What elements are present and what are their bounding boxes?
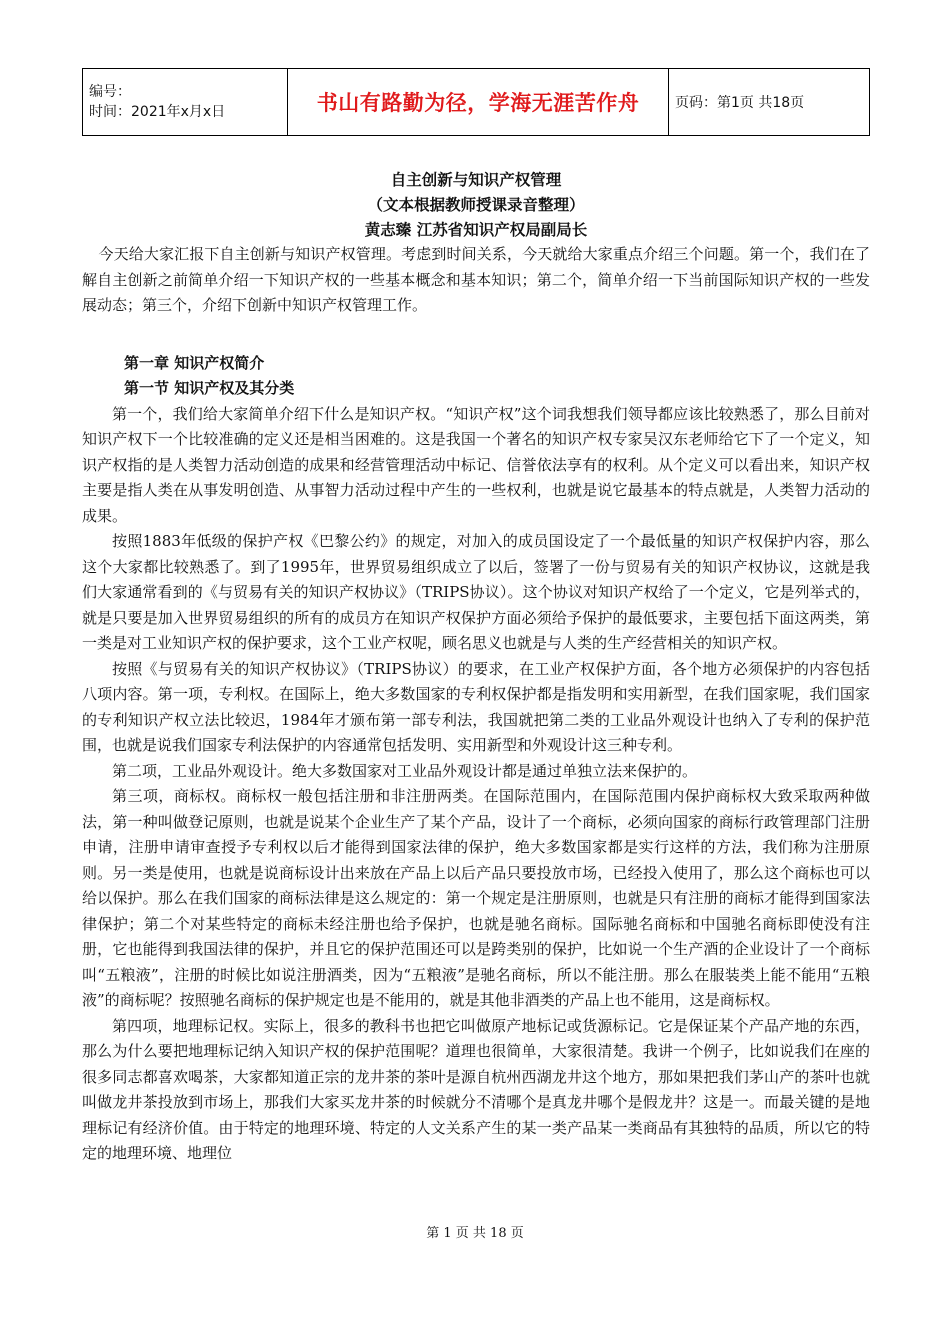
document-title-block: [82, 168, 870, 243]
header-meta-cell: [83, 69, 288, 136]
header-table: [82, 68, 870, 136]
body-paragraph: 第一个，我们给大家简单介绍下什么是知识产权。“知识产权”这个词我想我们领导都应该比较熟悉了，那么目前对知识产权下一个比较准确的定义还是相当困难的。这是我国一个著名的知识产权专家吴汉东老师给它下了一个定义，知识产权指的是人类智力活动创造的成果和经营管理活动中标记、信誉依法享有的权利。从个定义可以看出来，知识产权主要是指人类在从事发明创造、从事智力活动过程中产生的一些权利，也就是说它最基本的特点就是，人类智力活动的成果。: [82, 404, 870, 525]
page-footer: 第 1 页 共 18 页: [426, 1226, 524, 1241]
document-subtitle: （文本根据教师授课录音整理）: [367, 196, 585, 214]
chapter-heading: 第一章 知识产权简介: [124, 353, 265, 372]
header-page-info: 页码：第1页 共18页: [669, 69, 870, 136]
body-paragraph: 第三项，商标权。商标权一般包括注册和非注册两类。在国际范围内，在国际范围内保护商标权大致采取两种做法，第一种叫做登记原则，也就是说某个企业生产了某个产品，设计了一个商标，必须向国家的商标行政管理部门注册申请，注册申请审查授予专利权以后才能得到国家法律的保护，绝大多数国家都是实行这样的方法，我们称为注册原则。另一类是使用，也就是说商标设计出来放在产品上以后产品只要投放市场，已经投入使用了，那么这个商标也可以给以保护。那么在我们国家的商标法律是这么规定的：第一个规定是注册原则，也就是只有注册的商标才能得到国家法律保护；第二个对某些特定的商标未经注册也给予保护，也就是驰名商标。国际驰名商标和中国驰名商标即使没有注册，它也能得到我国法律的保护，并且它的保护范围还可以是跨类别的保护，比如说一个生产酒的企业设计了一个商标叫“五粮液”，注册的时候比如说注册酒类，因为“五粮液”是驰名商标，所以不能注册。那么在服装类上能不能用“五粮液”的商标呢？按照驰名商标的保护规定也是不能用的，就是其他非酒类的产品上也不能用，这是商标权。: [82, 787, 870, 1009]
intro-paragraph: 今天给大家汇报下自主创新与知识产权管理。考虑到时间关系，今天就给大家重点介绍三个问题。第一个，我们在了解自主创新之前简单介绍一下知识产权的一些基本概念和基本知识；第二个，简单介绍一下当前国际知识产权的一些发展动态；第三个，介绍下创新中知识产权管理工作。: [82, 245, 870, 314]
document-number-label: 编号：: [89, 84, 131, 100]
document-body: [82, 242, 870, 1167]
body-paragraph: 按照1883年低级的保护产权《巴黎公约》的规定，对加入的成员国设定了一个最低量的知识产权保护内容，那么这个大家都比较熟悉了。到了1995年，世界贸易组织成立了以后，签署了一份与贸易有关的知识产权协议，这就是我们大家通常看到的《与贸易有关的知识产权协议》（TRIPS协议）。这个协议对知识产权给了一个定义，它是列举式的，就是只要是加入世界贸易组织的所有的成员方在知识产权保护方面必须给予保护的最低要求，主要包括下面这两类，第一类是对工业知识产权的保护要求，这个工业产权呢，顾名思义也就是与人类的生产经营相关的知识产权。: [82, 532, 870, 652]
document-author: 黄志臻 江苏省知识产权局副局长: [364, 221, 588, 239]
document-time-label: 时间：2021年x月x日: [89, 104, 226, 120]
section-heading: 第一节 知识产权及其分类: [124, 379, 295, 397]
document-title: 自主创新与知识产权管理: [390, 171, 562, 189]
body-paragraph: 第二项，工业品外观设计。绝大多数国家对工业品外观设计都是通过单独立法来保护的。: [112, 761, 698, 780]
body-paragraph: 按照《与贸易有关的知识产权协议》（TRIPS协议）的要求，在工业产权保护方面，各个地方必须保护的内容包括八项内容。第一项，专利权。在国际上，绝大多数国家的专利权保护都是指发明和实用新型，在我们国家呢，我们国家的专利知识产权立法比较迟，1984年才颁布第一部专利法，我国就把第二类的工业品外观设计也纳入了专利的保护范围，也就是说我们国家专利法保护的内容通常包括发明、实用新型和外观设计这三种专利。: [82, 659, 870, 754]
body-paragraph: 第四项，地理标记权。实际上，很多的教科书也把它叫做原产地标记或货源标记。它是保证某个产品产地的东西，那么为什么要把地理标记纳入知识产权的保护范围呢？道理也很简单，大家很清楚。我讲一个例子，比如说我们在座的很多同志都喜欢喝茶，大家都知道正宗的龙井茶的茶叶是源自杭州西湖龙井这个地方，那如果把我们茅山产的茶叶也就叫做龙井茶投放到市场上，那我们大家买龙井茶的时候就分不清哪个是真龙井哪个是假龙井？这是一。而最关键的是地理标记有经济价值。由于特定的地理环境、特定的人文关系产生的某一类产品某一类商品有其独特的品质，所以它的特定的地理环境、地理位: [82, 1016, 870, 1162]
header-motto: 书山有路勤为径，学海无涯苦作舟: [288, 69, 669, 136]
